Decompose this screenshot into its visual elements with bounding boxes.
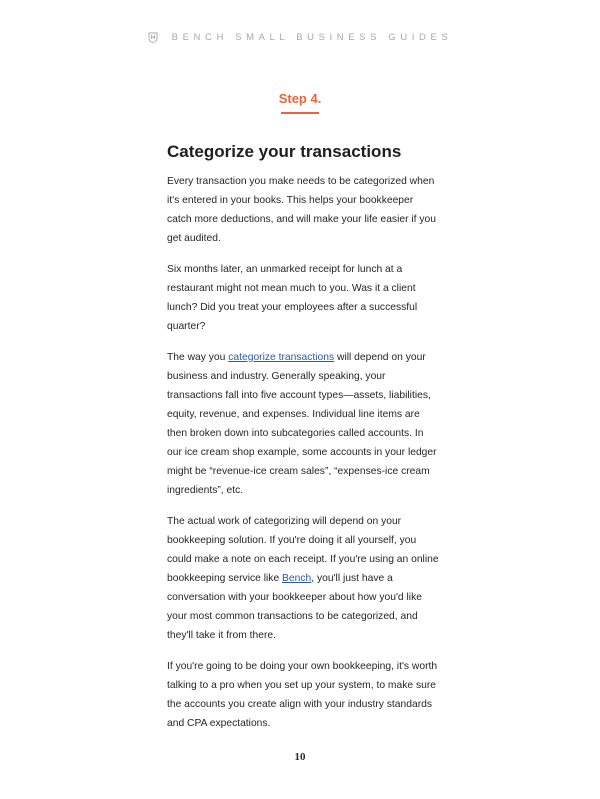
section-heading: Categorize your transactions xyxy=(167,142,402,161)
step-underline xyxy=(281,112,319,114)
paragraph-3 xyxy=(167,348,439,500)
body-text xyxy=(167,172,439,745)
paragraph-4-text-before: The actual work of categorizing will depend on your bookkeeping solution. If you're doing it all yourself, you could make a note on each receipt. If you're using an online bookkeeping service like xyxy=(167,516,439,584)
paragraph-2: Six months later, an unmarked receipt for lunch at a restaurant might not mean much to you. Was it a client lunch? Did you treat your employees after a successful quarter? xyxy=(167,264,418,332)
paragraph-3-text-before: The way you xyxy=(167,352,229,363)
paragraph-5: If you're going to be doing your own bookkeeping, it's worth talking to a pro when you set up your system, to make sure the accounts you create align with your industry standards and CPA expectations. xyxy=(167,661,438,729)
categorize-transactions-link[interactable]: categorize transactions xyxy=(228,352,335,363)
paragraph-4-text-after: , you'll just have a conversation with your bookkeeper about how you'd like your most common transactions to be categorized, and they'll take it from there. xyxy=(167,573,422,641)
step-label: Step 4. xyxy=(278,91,322,106)
page-header xyxy=(0,32,600,43)
bench-link[interactable]: Bench xyxy=(282,573,312,584)
paragraph-4 xyxy=(167,512,439,645)
paragraph-3-text-after: will depend on your business and industry. Generally speaking, your transactions fall into five account types—assets, liabilities, equity, revenue, and expenses. Individual line items are then broken down into subcategories called accounts. In our ice cream shop example, some accounts in your ledger might be “revenue-ice cream sales”, “expenses-ice cream ingredients”, etc. xyxy=(167,352,437,496)
paragraph-1: Every transaction you make needs to be categorized when it's entered in your books. This helps your bookkeeper catch more deductions, and will make your life easier if you get audited. xyxy=(167,176,436,244)
page-number: 10 xyxy=(294,751,306,763)
header-title: BENCH SMALL BUSINESS GUIDES xyxy=(171,32,453,43)
bench-shield-icon xyxy=(148,32,158,43)
